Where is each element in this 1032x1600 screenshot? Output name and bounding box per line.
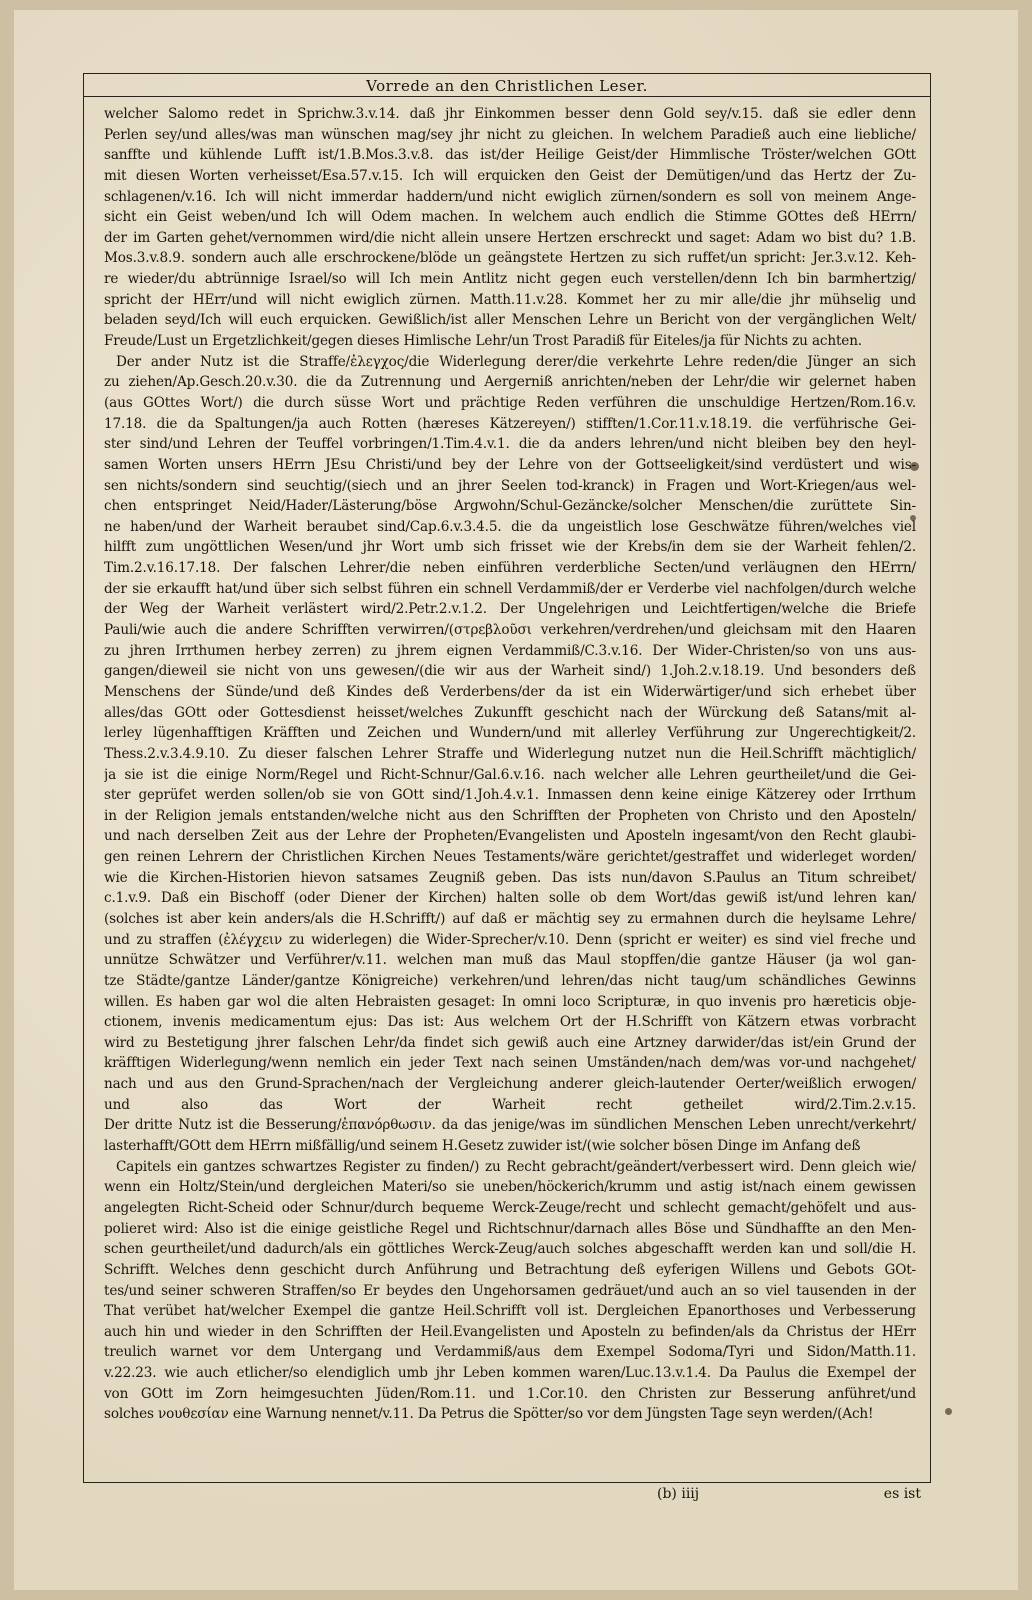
text-line: Schrifft. Welches denn geschicht durch Anführung und Betrachtung deß eyferigen Willens und Gebots GOt-: [104, 1261, 916, 1278]
text-line: welcher Salomo redet in Sprichw.3.v.14. daß jhr Einkommen besser denn Gold sey/v.15. daß sie edler denn: [104, 106, 916, 122]
text-line: tze Städte/gantze Länder/gantze Königreiche) verkehren/und lehren/das nicht taug/um schändliches Gewinns: [104, 972, 916, 989]
text-line: Tim.2.v.16.17.18. Der falschen Lehrer/die neben einführen verderbliche Secten/und verläugnen den HErrn/: [104, 560, 916, 577]
text-line: samen Worten unsers HErrn JEsu Christi/und bey der Lehre von der Gottseeligkeit/sind verdüstert und wis-: [104, 456, 916, 473]
text-line: zu jhren Irrthumen herbey zerren) zu jhrem eignen Verdammiß/C.3.v.16. Der Wider-Christen/so von uns aus-: [104, 642, 916, 659]
text-line: Perlen sey/und alles/was man wünschen mag/sey jhr nicht zu gleichen. In welchem Paradieß auch eine liebliche/: [104, 126, 916, 143]
text-line: ne haben/und der Warheit beraubet sind/Cap.6.v.3.4.5. die da ungeistlich lose Geschwätze führen/welches viel: [104, 518, 916, 535]
text-line: auch hin und wieder in den Schrifften der Heil.Evangelisten und Aposteln zu befinden/als da Christus der HErr: [104, 1323, 916, 1340]
text-line: ster sind/und Lehren der Teuffel vorbringen/1.Tim.4.v.1. die da anders lehren/und nicht bleiben bey den heyl-: [104, 436, 916, 453]
header-rule: [84, 96, 930, 97]
text-line: nach und aus den Grund-Sprachen/nach der Vergleichung anderer gleich-lautender Oerter/weißlich erwogen/: [104, 1076, 916, 1093]
text-line: treulich warnet vor dem Untergang und Verdammiß/aus dem Exempel Sodoma/Tyri und Sidon/Matth.11.: [104, 1344, 916, 1361]
body-text: [104, 104, 916, 1480]
text-line: Freude/Lust un Ergetzlichkeit/gegen dieses Himlische Lehr/un Trost Paradiß für Eiteles/ja für Nichts zu achten.: [104, 333, 862, 350]
text-line: wird zu Bestetigung jhrer falschen Lehr/da findet sich gewiß auch eine Artzney darwider/das ist/ein Grund der: [104, 1034, 916, 1051]
text-line: und zu straffen (ἐλέγχειν zu widerlegen) die Wider-Sprecher/v.10. Denn (spricht er weiter) es sind viel freche und: [104, 931, 916, 948]
text-line: sen nichts/sondern sind seuchtig/(siech und an jhrer Seelen tod-kranck) in Fragen und Wort-Kriegen/aus wel-: [104, 477, 916, 494]
text-line: schen geurtheilet/und dadurch/als ein göttliches Werck-Zeug/auch solches abgeschafft werden kan und soll/die H.: [104, 1241, 916, 1258]
text-line: sicht ein Geist weben/und Ich will Odem machen. In welchem auch endlich die Stimme GOttes deß HErrn/: [104, 209, 916, 226]
page-footer: [83, 1486, 929, 1508]
text-line: beladen seyd/Ich will euch erquicken. Gewißlich/ist aller Menschen Lehre un Bericht von der vergänglichen Welt/: [104, 312, 916, 329]
text-line: ja sie ist die einige Norm/Regel und Richt-Schnur/Gal.6.v.16. nach welcher alle Lehren geurtheilet/und die Gei-: [104, 766, 916, 783]
text-line: 17.18. die da Spaltungen/ja auch Rotten (hæreses Kätzereyen/) stifften/1.Cor.11.v.18.19. die verführische Gei-: [104, 415, 916, 432]
text-line: von GOtt im Zorn heimgesuchten Jüden/Rom.11. und 1.Cor.10. den Christen zur Besserung anführet/und: [104, 1385, 916, 1402]
text-line: spricht der HErr/und will nicht ewiglich zürnen. Matth.11.v.28. Kommet her zu mir alle/die jhr mühselig und: [104, 291, 916, 308]
running-head: Vorrede an den Christlichen Leser.: [366, 77, 648, 95]
text-line: Mos.3.v.8.9. sondern auch alle erschrockene/blöde un geängstete Hertzen zu sich ruffet/un spricht: Jer.3.v.12. Keh-: [104, 250, 916, 267]
catchword: es ist: [883, 1486, 921, 1502]
text-line: chen entspringet Neid/Hader/Lästerung/böse Argwohn/Schul-Gezäncke/solcher Menschen/die zurüttete Sin-: [104, 498, 916, 515]
text-line: Der dritte Nutz ist die Besserung/ἐπανόρθωσιν. da das jenige/was im sündlichen Menschen Leben unrecht/verkehrt/: [104, 1117, 916, 1134]
text-line: solches νουθεσίαν eine Warnung nennet/v.11. Da Petrus die Spötter/so vor dem Jüngsten Tage seyn werden/(Ach!: [104, 1406, 874, 1423]
text-line: mit diesen Worten verheisset/Esa.57.v.15. Ich will erquicken den Geist der Demütigen/und das Hertz der Zu-: [104, 167, 916, 184]
text-line: Der ander Nutz ist die Straffe/ἐλεγχος/die Widerlegung derer/die verkehrte Lehre reden/die Jünger an sich: [116, 353, 916, 370]
text-line: (aus GOttes Wort/) die durch süsse Wort und prächtige Reden verführen die unschuldige Hertzen/Rom.16.v.: [104, 394, 916, 411]
text-line: unnütze Schwätzer und Verführer/v.11. welchen man muß das Maul stopffen/die gantze Häuser (ja wol gan-: [104, 952, 916, 969]
text-line: schlagenen/v.16. Ich will nicht immerdar haddern/und nicht ewiglich zürnen/sondern es soll von meinem Ange-: [104, 188, 916, 205]
text-line: v.22.23. wie auch etlicher/so elendiglich umb jhr Leben kommen waren/Luc.13.v.1.4. Da Paulus die Exempel der: [104, 1365, 916, 1382]
text-line: Pauli/wie auch die andere Schrifften verwirren/(στρεβλοῦσι verkehren/verdrehen/und gleichsam mit den Haaren: [104, 622, 916, 639]
text-line: lasterhafft/GOtt dem HErrn mißfällig/und seinem H.Gesetz zuwider ist/(wie solcher bösen Dinge im Anfang deß: [104, 1138, 861, 1155]
margin-ink-mark: [945, 1408, 952, 1415]
text-line: zu ziehen/Ap.Gesch.20.v.30. die da Zutrennung und Aergerniß anrichten/neben der Lehr/die wir gelernet haben: [104, 374, 916, 391]
text-line: ster geprüfet werden sollen/ob sie von GOtt sind/1.Joh.4.v.1. Inmassen denn keine einige Kätzerey oder Irrthum: [104, 787, 916, 804]
text-line: wie die Kirchen-Historien hievon satsames Zeugniß geben. Das ists nun/davon S.Paulus an Titum schreibet/: [104, 869, 916, 886]
text-line: der sie erkaufft hat/und über sich selbst führen ein schnell Verdammiß/der er Verderbe viel nachfolgen/durch welche: [104, 580, 916, 597]
text-line: wenn ein Holtz/Stein/und dergleichen Materi/so sie uneben/höckerich/krumm und astig ist/nach einem gewissen: [104, 1179, 916, 1196]
text-line: in der Religion jemals entstanden/welche nicht aus den Schrifften der Propheten von Christo und den Aposteln/: [104, 807, 916, 824]
text-line: der im Garten gehet/vernommen wird/die nicht allein unsere Hertzen erschreckt und saget: Adam wo bist du? 1.B.: [104, 229, 916, 246]
signature-mark: (b) iiij: [657, 1486, 700, 1502]
text-line: angelegten Richt-Scheid oder Schnur/durch bequeme Werck-Zeuge/recht und schlecht gemacht/gehöfelt und aus-: [104, 1199, 916, 1216]
text-line: tes/und seiner schweren Straffen/so Er beydes den Ungehorsamen gedräuet/und auch an so viel tausenden in der: [104, 1282, 916, 1299]
text-line: That verübet hat/welcher Exempel die gantze Heil.Schrifft voll ist. Dergleichen Epanorthoses und Verbesserung: [104, 1303, 916, 1320]
text-line: gen reinen Lehrern der Christlichen Kirchen Neues Testaments/wäre gerichtet/gestraffet und widerleget worden/: [104, 849, 916, 866]
text-line: Thess.2.v.3.4.9.10. Zu dieser falschen Lehrer Straffe und Widerlegung nutzet nun die Heil.Schrifft mächtiglich/: [104, 745, 916, 762]
text-line: lerley lügenhafftigen Kräfften und Zeichen und Wundern/und mit allerley Verführung zur Ungerechtigkeit/2.: [104, 725, 916, 742]
text-line: Capitels ein gantzes schwartzes Register zu finden/) zu Recht gebracht/geändert/verbessert wird. Denn gleich wie/: [116, 1158, 916, 1175]
text-line: gangen/dieweil sie nicht von uns gewesen/(die wir aus der Warheit sind/) 1.Joh.2.v.18.19. Und besonders deß: [104, 663, 916, 680]
text-line: c.1.v.9. Daß ein Bischoff (oder Diener der Kirchen) halten solle ob dem Wort/das gewiß ist/und lehren kan/: [104, 890, 916, 907]
text-frame: [83, 73, 931, 1483]
text-line: re wieder/du abtrünnige Israel/so will Ich mein Antlitz nicht gegen euch verstellen/denn Ich bin barmhertzig/: [104, 271, 916, 288]
text-line: und also das Wort der Warheit recht getheilet wird/2.Tim.2.v.15.: [104, 1096, 916, 1113]
text-line: und nach derselben Zeit aus der Lehre der Propheten/Evangelisten und Aposteln ingesamt/von den Recht glaubi-: [104, 828, 916, 845]
text-line: Menschens der Sünde/und deß Kindes deß Verderbens/der da ist ein Widerwärtiger/und sich erhebet über: [104, 683, 916, 700]
text-line: der Weg der Warheit verlästert wird/2.Petr.2.v.1.2. Der Ungelehrigen und Leichtfertigen/welche die Briefe: [104, 601, 916, 618]
text-line: (solches ist aber kein anders/als die H.Schrifft/) auf daß er mächtig sey zu ermahnen durch die heylsame Lehre/: [104, 910, 916, 927]
text-line: hilfft zum ungöttlichen Wesen/und jhr Wort umb sich frisset wie der Krebs/in dem sie der Warheit fehlen/2.: [104, 539, 916, 556]
text-line: alles/das GOtt oder Gottesdienst heisset/welches Zukunfft geschicht nach der Würckung deß Satans/mit al-: [104, 704, 916, 721]
text-line: ctionem, invenis medicamentum ejus: Das ist: Aus welchem Ort der H.Schrifft von Kätzern etwas vorbracht: [104, 1014, 916, 1031]
text-line: willen. Es haben gar wol die alten Hebraisten gesaget: In omni loco Scripturæ, in quo invenis pro hæreticis obje-: [104, 993, 916, 1010]
text-line: kräfftigen Widerlegung/wenn nemlich ein jeder Text nach seinen Umständen/nach dem/was vor-und nachgehet/: [104, 1055, 916, 1072]
text-line: polieret wird: Also ist die einige geistliche Regel und Richtschnur/darnach alles Böse und Sündhaffte an den Men-: [104, 1220, 916, 1237]
text-line: sanffte und kühlende Lufft ist/1.B.Mos.3.v.8. das ist/der Heilige Geist/der Himmlische Tröster/welchen GOtt: [104, 147, 916, 164]
